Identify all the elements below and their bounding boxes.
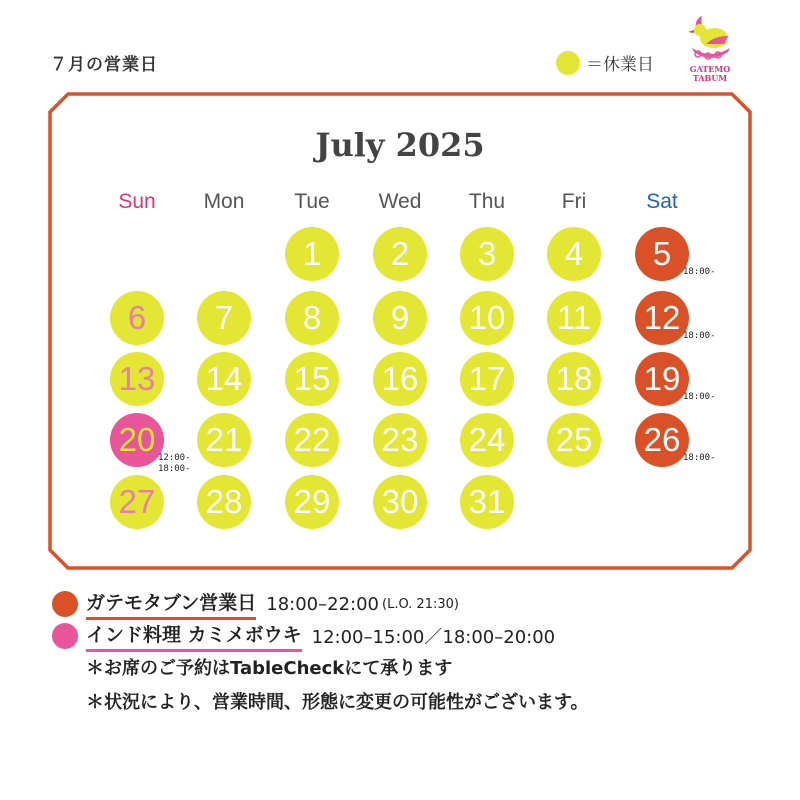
weekday-wed: Wed [378, 190, 422, 213]
indian-name: インド料理 カミメボウキ [86, 620, 302, 652]
legend [556, 50, 654, 75]
day-1: 1 [285, 227, 339, 281]
day-15: 15 [285, 352, 339, 406]
logo [684, 12, 736, 84]
day-24: 24 [460, 413, 514, 467]
day-23: 23 [373, 413, 427, 467]
gatemo-last-order: (L.O. 21:30) [382, 596, 459, 612]
info-indian [52, 620, 772, 652]
weekday-sat: Sat [646, 190, 678, 213]
day-12-hours-note: 18:00- [683, 331, 716, 341]
reservation-note: ＊お席のご予約はTableCheckにて承ります [86, 658, 453, 679]
day-30: 30 [373, 475, 427, 529]
day-12: 12 [635, 291, 689, 345]
day-8: 8 [285, 291, 339, 345]
day-2: 2 [373, 227, 427, 281]
day-6: 6 [110, 291, 164, 345]
day-20: 20 [110, 413, 164, 467]
weekday-tue: Tue [294, 190, 330, 213]
day-9: 9 [373, 291, 427, 345]
info-gatemo [52, 588, 772, 620]
day-4: 4 [547, 227, 601, 281]
day-13: 13 [110, 352, 164, 406]
day-29: 29 [285, 475, 339, 529]
info-section [52, 588, 772, 720]
open-day-dot-icon [52, 591, 78, 617]
day-27: 27 [110, 475, 164, 529]
indian-day-dot-icon [52, 623, 78, 649]
gatemo-name: ガテモタブン営業日 [86, 588, 256, 620]
day-31: 31 [460, 475, 514, 529]
day-5-hours-note: 18:00- [683, 267, 716, 277]
gatemo-hours: 18:00–22:00 [266, 593, 379, 615]
day-3: 3 [460, 227, 514, 281]
day-21: 21 [197, 413, 251, 467]
weekday-mon: Mon [203, 190, 245, 213]
page-heading: ７月の営業日 [50, 55, 158, 75]
day-28: 28 [197, 475, 251, 529]
day-17: 17 [460, 352, 514, 406]
logo-name-line1: GATEMO [689, 64, 731, 74]
calendar-title: July 2025 [315, 126, 485, 164]
logo-name-line2: TABUM [692, 73, 728, 83]
day-11: 11 [547, 291, 601, 345]
day-16: 16 [373, 352, 427, 406]
day-18: 18 [547, 352, 601, 406]
day-19: 19 [635, 352, 689, 406]
closed-day-dot-icon [556, 51, 580, 75]
weekday-fri: Fri [561, 190, 587, 213]
indian-hours: 12:00–15:00／18:00–20:00 [311, 627, 556, 648]
day-14: 14 [197, 352, 251, 406]
day-19-hours-note: 18:00- [683, 392, 716, 402]
day-25: 25 [547, 413, 601, 467]
day-22: 22 [285, 413, 339, 467]
weekday-sun: Sun [118, 190, 156, 213]
day-26-hours-note: 18:00- [683, 453, 716, 463]
bird-logo-icon [688, 16, 730, 59]
day-20-hours-note: 12:00- 18:00- [158, 453, 191, 474]
legend-label: ＝休業日 [586, 55, 654, 75]
day-7: 7 [197, 291, 251, 345]
change-note: ＊状況により、営業時間、形態に変更の可能性がございます。 [86, 692, 589, 713]
day-26: 26 [635, 413, 689, 467]
day-5: 5 [635, 227, 689, 281]
day-10: 10 [460, 291, 514, 345]
weekday-thu: Thu [468, 190, 506, 213]
